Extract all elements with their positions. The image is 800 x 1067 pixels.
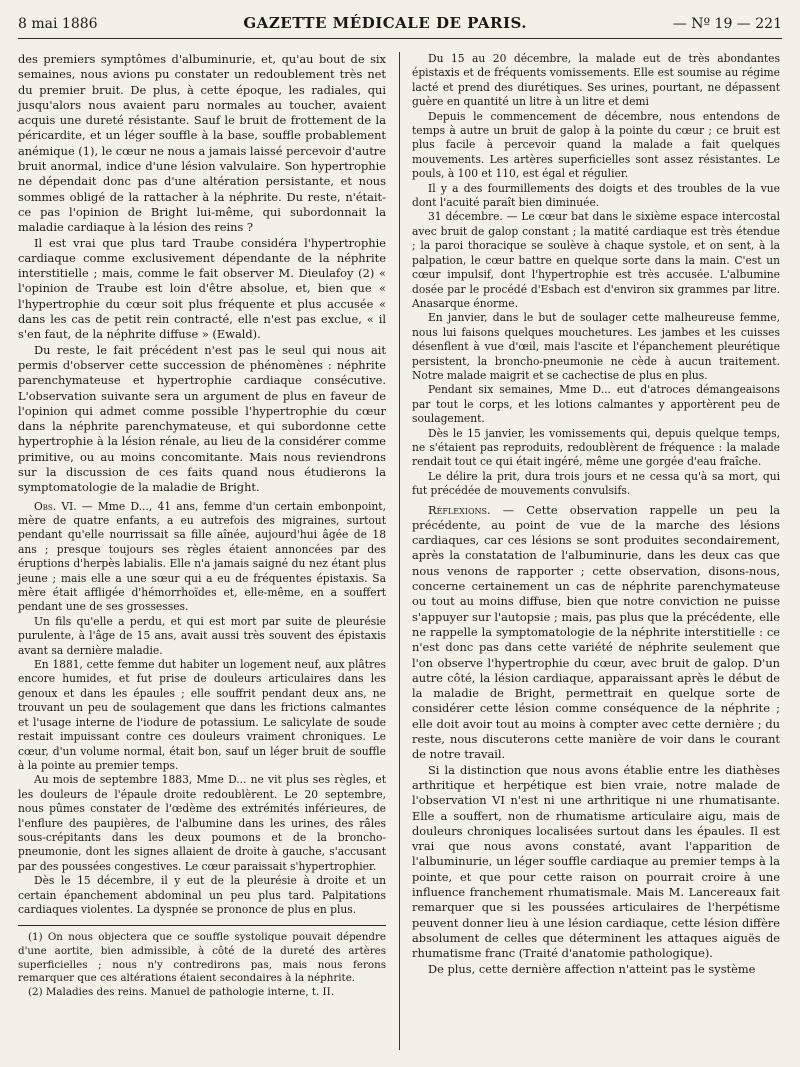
observation-paragraph [18,500,386,615]
observation-paragraph: Depuis le commencement de décembre, nous entendons de temps à autre un bruit de galop à la pointe du cœur ; ce bruit est plus facile à percevoir quand la malade a fait quelques mouvements. Les artères superficielles sont assez résistantes. Le pouls, à 100 et 110, est égal et régulier. [412,109,780,181]
observation-paragraph: En janvier, dans le but de soulager cette malheureuse femme, nous lui faisons quelques mouchetures. Les jambes et les cuisses désenflent à vue d'œil, mais l'ascite et l'épanchement pleurétique persistent, la broncho-pneumonie ne cède à aucun traitement. Notre malade maigrit et se cachectise de plus en plus. [412,311,780,382]
header-date: 8 mai 1886 [18,16,98,32]
journal-title: GAZETTE MÉDICALE DE PARIS. [243,14,527,32]
paragraph: Du reste, le fait précédent n'est pas le seul qui nous ait permis d'observer cette succession de phénomènes : néphrite parenchymateuse et hypertrophie cardiaque consécutive. L'observation suivante sera un argument de plus en faveur de l'opinion qui admet comme possible l'hypertrophie du cœur dans la néphrite parenchymateuse, et qui subordonne cette hypertrophie à la lésion rénale, au lieu de la considérer comme primitive, ou au moins concomitante. Mais nous reviendrons sur la discussion de ces faits quand nous étudierons la symptomatologie de la maladie de Bright. [18,342,386,495]
header-rule [18,38,782,39]
paragraph: Si la distinction que nous avons établie entre les diathèses arthritique et herpétique est bien vraie, notre malade de l'observation VI n'est ni une arthritique ni une rhumatisante. Elle a souffert, non de rhumatisme articulaire aigu, mais de douleurs chroniques localisées surtout dans les épaules. Il est vrai que nous avons constaté, avant l'apparition de l'albuminurie, un léger souffle cardiaque au premier temps à la pointe, et que pour cette raison on pourrait croire à une influence franchement rhumatismale. Mais M. Lancereaux fait remarquer que si les poussées articulaires de l'herpétisme peuvent donner lieu à une lésion cardiaque, cette lésion diffère absolument de celles que déterminent les attaques aiguës de rhumatisme franc (Traité d'anatomie pathologique). [412,762,780,961]
observation-paragraph: 31 décembre. — Le cœur bat dans le sixième espace intercostal avec bruit de galop constant ; la matité cardiaque est très étendue ; la paroi thoracique se soulève à chaque systole, et on sent, à la palpation, le cœur battre en quelque sorte dans la main. C'est un cœur impulsif, dont l'hypertrophie est très accusée. L'albumine dosée par le procédé d'Esbach est d'environ six grammes par litre. Anasarque énorme. [412,210,780,310]
observation-paragraph: Le délire la prit, dura trois jours et ne cessa qu'à sa mort, qui fut précédée de mouvements convulsifs. [412,469,780,498]
footnote-rule [18,925,386,926]
reflections-text: Cette observation rappelle un peu la précédente, au point de vue de la marche des lésions cardiaques, car ces lésions se sont produites secondairement, après la constatation de l'albuminurie, dans les deux cas que nous venons de rapporter ; cette observation, disons-nous, concerne certainement un cas de néphrite parenchymateuse ou tout au moins diffuse, bien que notre conviction ne puisse s'appuyer sur l'autopsie ; mais, pas plus que la précédente, elle ne rappelle la symptomatologie de la néphrite interstitielle : ce n'est donc pas dans cette variété de néphrite seulement que l'on observe l'hypertrophie du cœur, avec bruit de galop. D'un autre côté, la lésion cardiaque, apparaissant après le début de la maladie de Bright, permettrait en quelque sorte de considérer cette lésion comme conséquence de la néphrite ; elle doit avoir tout au moins à compter avec cette dernière ; du reste, nous discuterons cette manière de voir dans le courant de notre travail. [412,502,780,762]
reflections-paragraph [412,503,780,763]
column-divider [399,52,400,1050]
page-header [18,14,782,36]
observation-paragraph: Pendant six semaines, Mme D... eut d'atroces démangeaisons par tout le corps, et les lotions calmantes y apportèrent peu de soulagement. [412,383,780,426]
left-column [18,52,386,999]
right-column [412,52,780,977]
paragraph: De plus, cette dernière affection n'atteint pas le système [428,961,756,976]
observation-paragraph: Au mois de septembre 1883, Mme D... ne vit plus ses règles, et les douleurs de l'épaule droite redoublèrent. Le 20 septembre, nous pûmes constater de l'œdème des extrémités inférieures, de l'enflure des paupières, de l'albumine dans les urines, des râles sous-crépitants dans les deux poumons et de la broncho-pneumonie, dont les signes allaient de droite à gauche, s'accusant par des poussées congestives. Le cœur paraissait s'hypertrophier. [18,773,386,873]
observation-paragraph: Dès le 15 janvier, les vomissements qui, depuis quelque temps, ne s'étaient pas reproduits, redoublèrent de fréquence : la malade rendait tout ce qui était ingéré, même une gorgée d'eau fraîche. [412,426,780,469]
footnote-1: (1) On nous objectera que ce souffle systolique pouvait dépendre d'une aortite, bien admissible, à côté de la dureté des artères superficielles ; nous n'y contredirons pas, mais nous ferons remarquer que ces altérations étaient secondaires à la néphrite. [18,931,386,985]
observation-text: Mme D..., 41 ans, femme d'un certain embonpoint, mère de quatre enfants, a eu autrefois des migraines, surtout pendant qu'elle nourrissait sa fille aînée, aujourd'hui âgée de 18 ans ; presque toujours ses règles étaient annoncées par des éruptions d'herpès labialis. Elle n'a jamais saigné du nez étant plus jeune ; mais elle a une sœur qui a eu de fréquentes épistaxis. Sa mère était affligée d'hémorrhoïdes et, elle-même, en a souffert pendant une de ses grossesses. [18,499,386,614]
paragraph: Il est vrai que plus tard Traube considéra l'hypertrophie cardiaque comme exclusivement dépendante de la néphrite interstitielle ; mais, comme le fait observer M. Dieulafoy (2) « l'opinion de Traube est loin d'être absolue, et, bien que « l'hypertrophie du cœur soit plus fréquente et plus accusée « dans les cas de petit rein contracté, elle n'est pas exclue, « il s'en faut, de la néphrite diffuse » (Ewald). [18,235,386,342]
observation-paragraph: Il y a des fourmillements des doigts et des troubles de la vue dont l'acuité paraît bien diminuée. [412,181,780,210]
observation-label: Obs. VI. — [34,499,93,513]
observation-paragraph: Un fils qu'elle a perdu, et qui est mort par suite de pleurésie purulente, à l'âge de 15 ans, avait aussi très souvent des épistaxis avant sa dernière maladie. [18,614,386,657]
article-columns [18,52,782,1057]
footnote-2: (2) Maladies des reins. Manuel de pathologie interne, t. II. [28,985,334,998]
observation-paragraph: Du 15 au 20 décembre, la malade eut de très abondantes épistaxis et de fréquents vomissements. Elle est soumise au régime lacté et prend des diurétiques. Ses urines, pourtant, ne dépassent guère en quantité un litre à un litre et demi [412,52,780,109]
paragraph: des premiers symptômes d'albuminurie, et, qu'au bout de six semaines, nous avions pu constater un redoublement très net du premier bruit. De plus, à cette époque, les radiales, qui jusqu'alors nous avaient paru normales au toucher, avaient acquis une dureté résistante. Sauf le bruit de frottement de la péricardite, et un léger souffle à la base, souffle probablement anémique (1), le cœur ne nous a jamais laissé percevoir d'autre bruit anormal, indice d'une lésion valvulaire. Son hypertrophie ne dépendait donc pas d'une altération persistante, et nous sommes obligé de la rattacher à la néphrite. Du reste, n'était-ce pas l'opinion de Bright lui-même, qui subordonnait la maladie cardiaque à la lésion des reins ? [18,52,386,235]
reflections-label: Réflexions. — [428,502,515,517]
observation-paragraph: Dès le 15 décembre, il y eut de la pleurésie à droite et un certain épanchement abdominal un peu plus tard. Palpitations cardiaques violentes. La dyspnée se prononce de plus en plus. [18,874,386,916]
page-number: — Nº 19 — 221 [672,16,782,32]
observation-paragraph: En 1881, cette femme dut habiter un logement neuf, aux plâtres encore humides, et fut prise de douleurs articulaires dans les genoux et dans les épaules ; elle souffrit pendant deux ans, ne trouvant un peu de soulagement que dans les frictions calmantes et l'usage interne de l'iodure de potassium. Le salicylate de soude restait impuissant contre ces douleurs vraiment chroniques. Le cœur, d'un volume normal, était bon, sauf un léger bruit de souffle à la pointe au premier temps. [18,658,386,772]
